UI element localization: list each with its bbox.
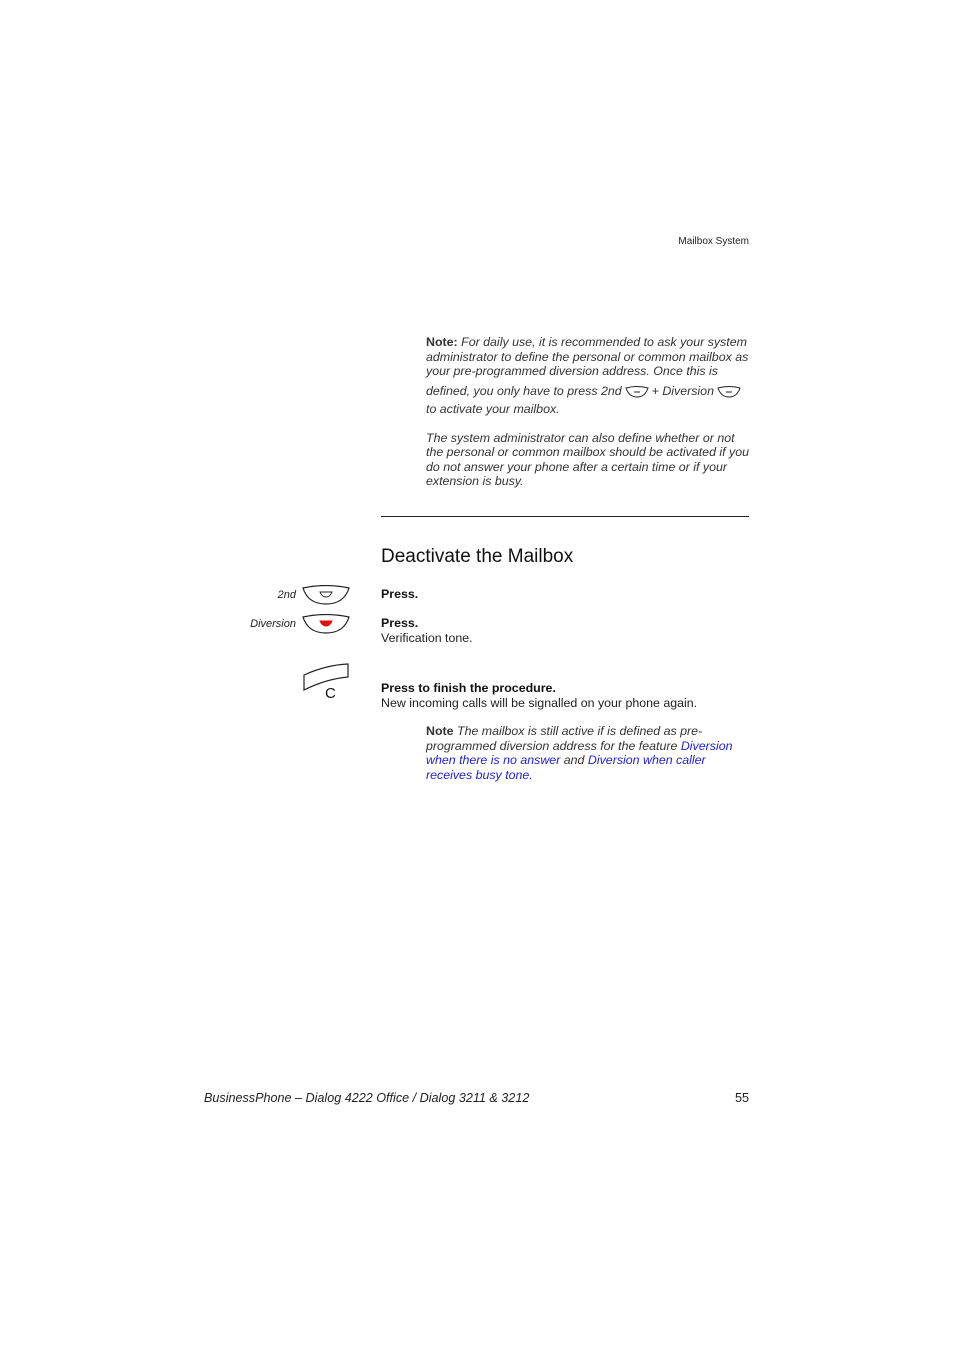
note-line-b [426, 384, 750, 402]
note-text: + Diversion [651, 383, 714, 398]
note-text: and [563, 753, 585, 767]
note-text: For daily use, it is recommended to ask your system administrator to define the personal or common mailbox as your pre-programmed diversion address. Once this is [426, 335, 749, 378]
diversion-key-icon [717, 386, 741, 402]
note-label: Note [426, 724, 454, 738]
note-text: The mailbox is still active if is defined as pre-programmed diversion address for the feature [426, 724, 703, 753]
clear-key-label: C [325, 685, 336, 702]
clear-key-icon [302, 663, 350, 700]
section-divider [381, 516, 749, 517]
note-line-a [426, 335, 750, 379]
running-header: Mailbox System [678, 236, 749, 247]
note-mailbox-active [426, 724, 750, 782]
step-3 [381, 681, 697, 710]
key-label-2nd: 2nd [277, 589, 296, 601]
note-line-c: to activate your mailbox. [426, 402, 560, 416]
note-text: defined, you only have to press 2nd [426, 383, 622, 398]
diversion-key-icon [302, 614, 350, 639]
section-title: Deactivate the Mailbox [381, 546, 574, 567]
note-paragraph-2: The system administrator can also define whether or not the personal or common mailbox should be activated if you do not answer your phone after a certain time or if your extension is busy. [426, 430, 750, 488]
key-label-diversion: Diversion [250, 618, 296, 630]
second-key-icon [302, 585, 350, 610]
step-detail: New incoming calls will be signalled on your phone again. [381, 695, 698, 710]
link-diversion-no-answer[interactable]: Diversion when there is no answer [426, 738, 733, 767]
step-action: Press. [381, 587, 419, 601]
note-diversion-setup [426, 335, 750, 489]
link-diversion-busy[interactable]: Diversion when caller receives busy tone [426, 753, 706, 782]
step-2 [381, 616, 473, 645]
step-detail: Verification tone. [381, 630, 473, 645]
step-1 [381, 587, 418, 602]
second-key-icon [625, 386, 649, 402]
note-label: Note: [426, 335, 458, 349]
footer-title: BusinessPhone – Dialog 4222 Office / Dialog 3211 & 3212 [204, 1091, 530, 1105]
note-end: . [529, 767, 533, 782]
step-action: Press. [381, 616, 419, 630]
step-action: Press to finish the procedure. [381, 681, 556, 695]
page-number: 55 [734, 1091, 749, 1105]
